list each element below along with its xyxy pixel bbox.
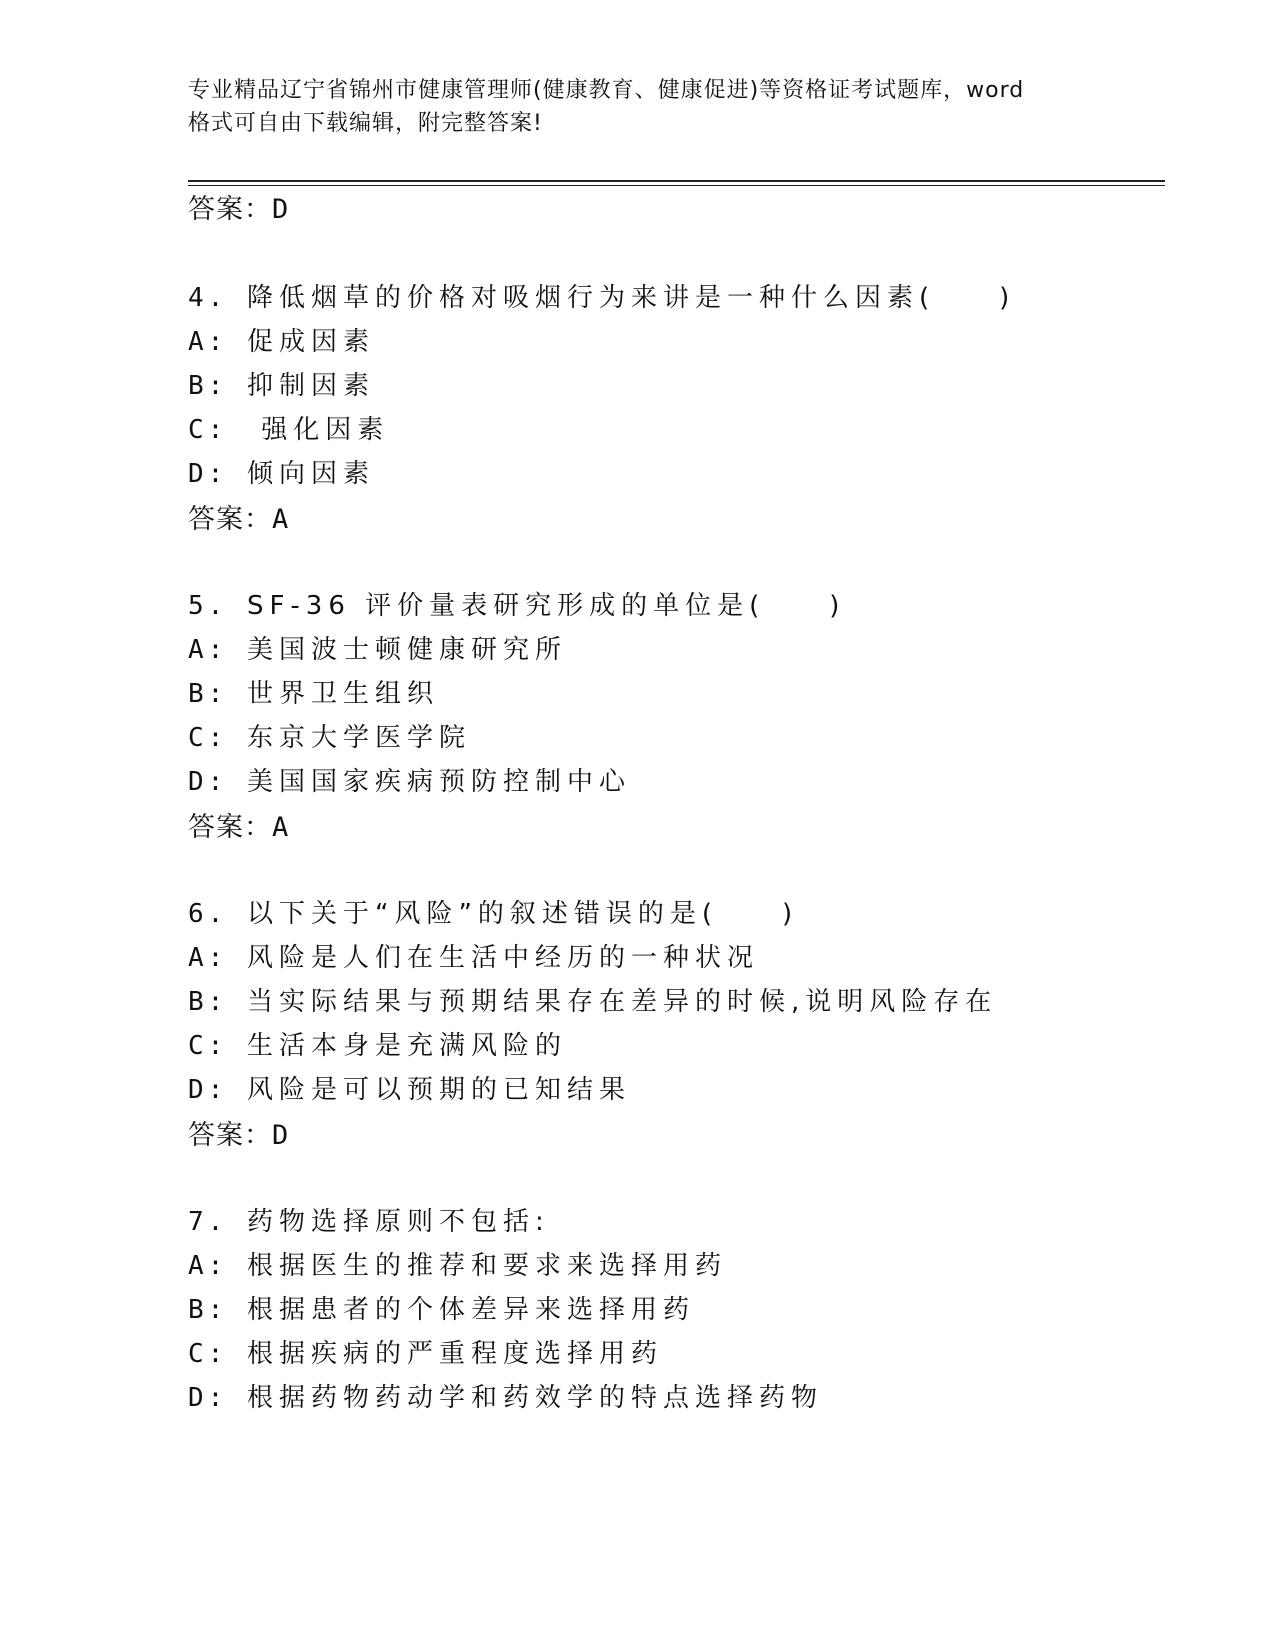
question-number: 5. xyxy=(188,591,228,621)
option-key: D: xyxy=(188,459,228,489)
q4-option-b xyxy=(188,366,375,406)
option-text: 倾向因素 xyxy=(246,459,375,489)
answer-q6 xyxy=(188,1116,289,1156)
option-text: 抑制因素 xyxy=(246,371,375,401)
answer-q4 xyxy=(188,500,289,540)
q5-option-a xyxy=(188,630,567,670)
question-text: SF-36 评价量表研究形成的单位是( ) xyxy=(246,591,846,621)
option-key: B: xyxy=(188,371,228,401)
q6-option-c xyxy=(188,1026,567,1066)
q7-option-b xyxy=(188,1290,695,1330)
answer-q3 xyxy=(188,190,289,230)
option-text: 生活本身是充满风险的 xyxy=(246,1031,567,1061)
q7-option-d xyxy=(188,1378,823,1418)
answer-value: D xyxy=(272,1120,290,1151)
option-text: 根据药物药动学和药效学的特点选择药物 xyxy=(246,1383,823,1413)
header-line-1: 专业精品辽宁省锦州市健康管理师(健康教育、健康促进)等资格证考试题库，word xyxy=(188,78,1025,103)
option-text: 当实际结果与预期结果存在差异的时候,说明风险存在 xyxy=(246,987,998,1017)
question-text: 药物选择原则不包括: xyxy=(246,1207,550,1237)
option-key: B: xyxy=(188,1295,228,1325)
question-text: 降低烟草的价格对吸烟行为来讲是一种什么因素( ) xyxy=(246,283,1016,313)
question-7 xyxy=(188,1202,550,1242)
question-4 xyxy=(188,278,1015,318)
option-key: B: xyxy=(188,679,228,709)
q6-option-a xyxy=(188,938,759,978)
q6-option-b xyxy=(188,982,997,1022)
q4-option-c xyxy=(188,410,389,450)
option-text: 促成因素 xyxy=(246,327,375,357)
option-key: C: xyxy=(188,1339,228,1369)
q4-option-d xyxy=(188,454,375,494)
option-key: B: xyxy=(188,987,228,1017)
q6-option-d xyxy=(188,1070,631,1110)
option-key: A: xyxy=(188,635,228,665)
option-key: C: xyxy=(188,1031,228,1061)
answer-label: 答案： xyxy=(188,194,272,225)
answer-value: A xyxy=(272,504,290,535)
option-text: 强化因素 xyxy=(246,415,390,445)
answer-q5 xyxy=(188,808,289,848)
option-text: 根据疾病的严重程度选择用药 xyxy=(246,1339,663,1369)
option-text: 美国波士顿健康研究所 xyxy=(246,635,567,665)
option-text: 根据患者的个体差异来选择用药 xyxy=(246,1295,695,1325)
q5-option-d xyxy=(188,762,631,802)
option-key: C: xyxy=(188,723,228,753)
question-number: 7. xyxy=(188,1207,228,1237)
header-divider-thin xyxy=(188,185,1165,186)
option-key: D: xyxy=(188,1383,228,1413)
option-key: A: xyxy=(188,943,228,973)
option-key: D: xyxy=(188,767,228,797)
answer-value: A xyxy=(272,812,290,843)
question-5 xyxy=(188,586,845,626)
option-key: A: xyxy=(188,327,228,357)
q7-option-a xyxy=(188,1246,727,1286)
q5-option-c xyxy=(188,718,471,758)
question-text: 以下关于“风险”的叙述错误的是( ) xyxy=(246,899,799,929)
question-number: 6. xyxy=(188,899,228,929)
q7-option-c xyxy=(188,1334,663,1374)
answer-label: 答案： xyxy=(188,504,272,535)
option-key: D: xyxy=(188,1075,228,1105)
option-text: 风险是可以预期的已知结果 xyxy=(246,1075,631,1105)
answer-label: 答案： xyxy=(188,1120,272,1151)
header-line-2: 格式可自由下载编辑，附完整答案! xyxy=(188,111,543,136)
option-text: 风险是人们在生活中经历的一种状况 xyxy=(246,943,759,973)
q5-option-b xyxy=(188,674,439,714)
question-6 xyxy=(188,894,798,934)
option-text: 美国国家疾病预防控制中心 xyxy=(246,767,631,797)
option-text: 根据医生的推荐和要求来选择用药 xyxy=(246,1251,727,1281)
question-number: 4. xyxy=(188,283,228,313)
header-divider xyxy=(188,180,1165,182)
option-text: 世界卫生组织 xyxy=(246,679,439,709)
document-header xyxy=(188,74,1088,140)
answer-label: 答案： xyxy=(188,812,272,843)
option-key: A: xyxy=(188,1251,228,1281)
answer-value: D xyxy=(272,194,290,225)
option-text: 东京大学医学院 xyxy=(246,723,471,753)
q4-option-a xyxy=(188,322,375,362)
option-key: C: xyxy=(188,415,228,445)
